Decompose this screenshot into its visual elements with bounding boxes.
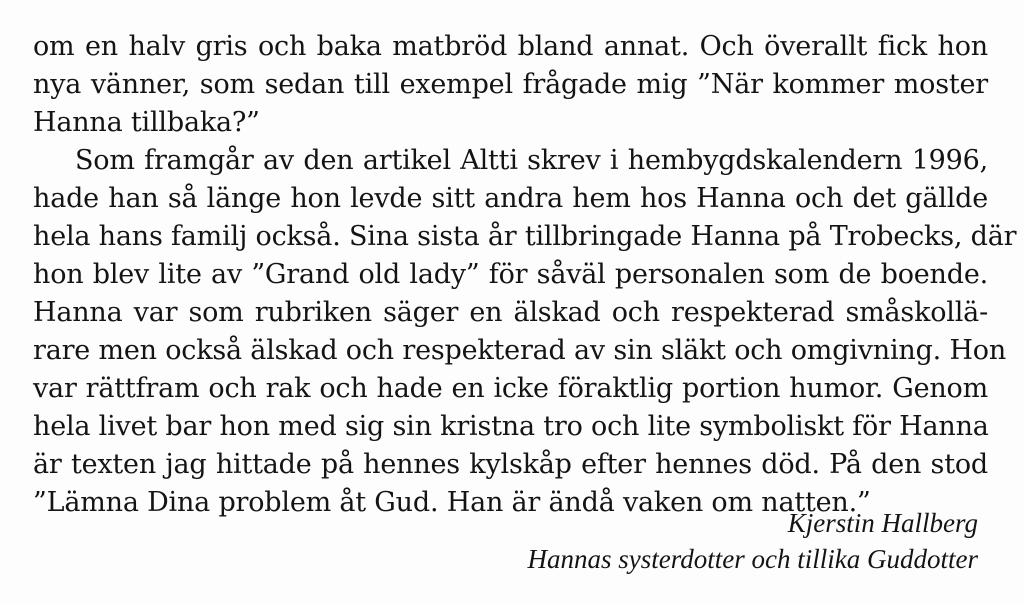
signature-block: [528, 505, 978, 577]
text-line: Hanna tillbaka?”: [33, 107, 260, 138]
text-line: hade han så länge hon levde sitt andra hem hos Hanna och det gällde: [33, 183, 988, 214]
paragraph-1: [33, 28, 988, 142]
text-line: nya vänner, som sedan till exempel frågade mig ”När kommer moster: [33, 69, 988, 100]
text-line: är texten jag hittade på hennes kylskåp efter hennes död. På den stod: [33, 449, 988, 480]
text-line: var rättfram och rak och hade en icke föraktlig portion humor. Genom: [33, 373, 988, 404]
text-line: ”Lämna Dina problem åt Gud. Han är ändå vaken om natten.”: [33, 487, 871, 518]
text-line: Hanna var som rubriken säger en älskad och respekterad småskollä-: [33, 297, 988, 328]
text-line: rare men också älskad och respekterad av sin släkt och omgivning. Hon: [33, 335, 1007, 366]
text-line: Som framgår av den artikel Altti skrev i hembygdskalendern 1996,: [75, 145, 988, 176]
article-text: [33, 28, 1017, 522]
text-line: hon blev lite av ”Grand old lady” för såväl personalen som de boende.: [33, 259, 988, 290]
paragraph-2: [33, 142, 1017, 522]
text-line: hela livet bar hon med sig sin kristna tro och lite symboliskt för Hanna: [33, 411, 989, 442]
text-line: hela hans familj också. Sina sista år tillbringade Hanna på Trobecks, där: [33, 221, 1017, 252]
signature-title: Hannas systerdotter och tillika Guddotter: [527, 544, 978, 574]
text-line: om en halv gris och baka matbröd bland annat. Och överallt fick hon: [33, 31, 988, 62]
signature-name: Kjerstin Hallberg: [787, 508, 978, 538]
